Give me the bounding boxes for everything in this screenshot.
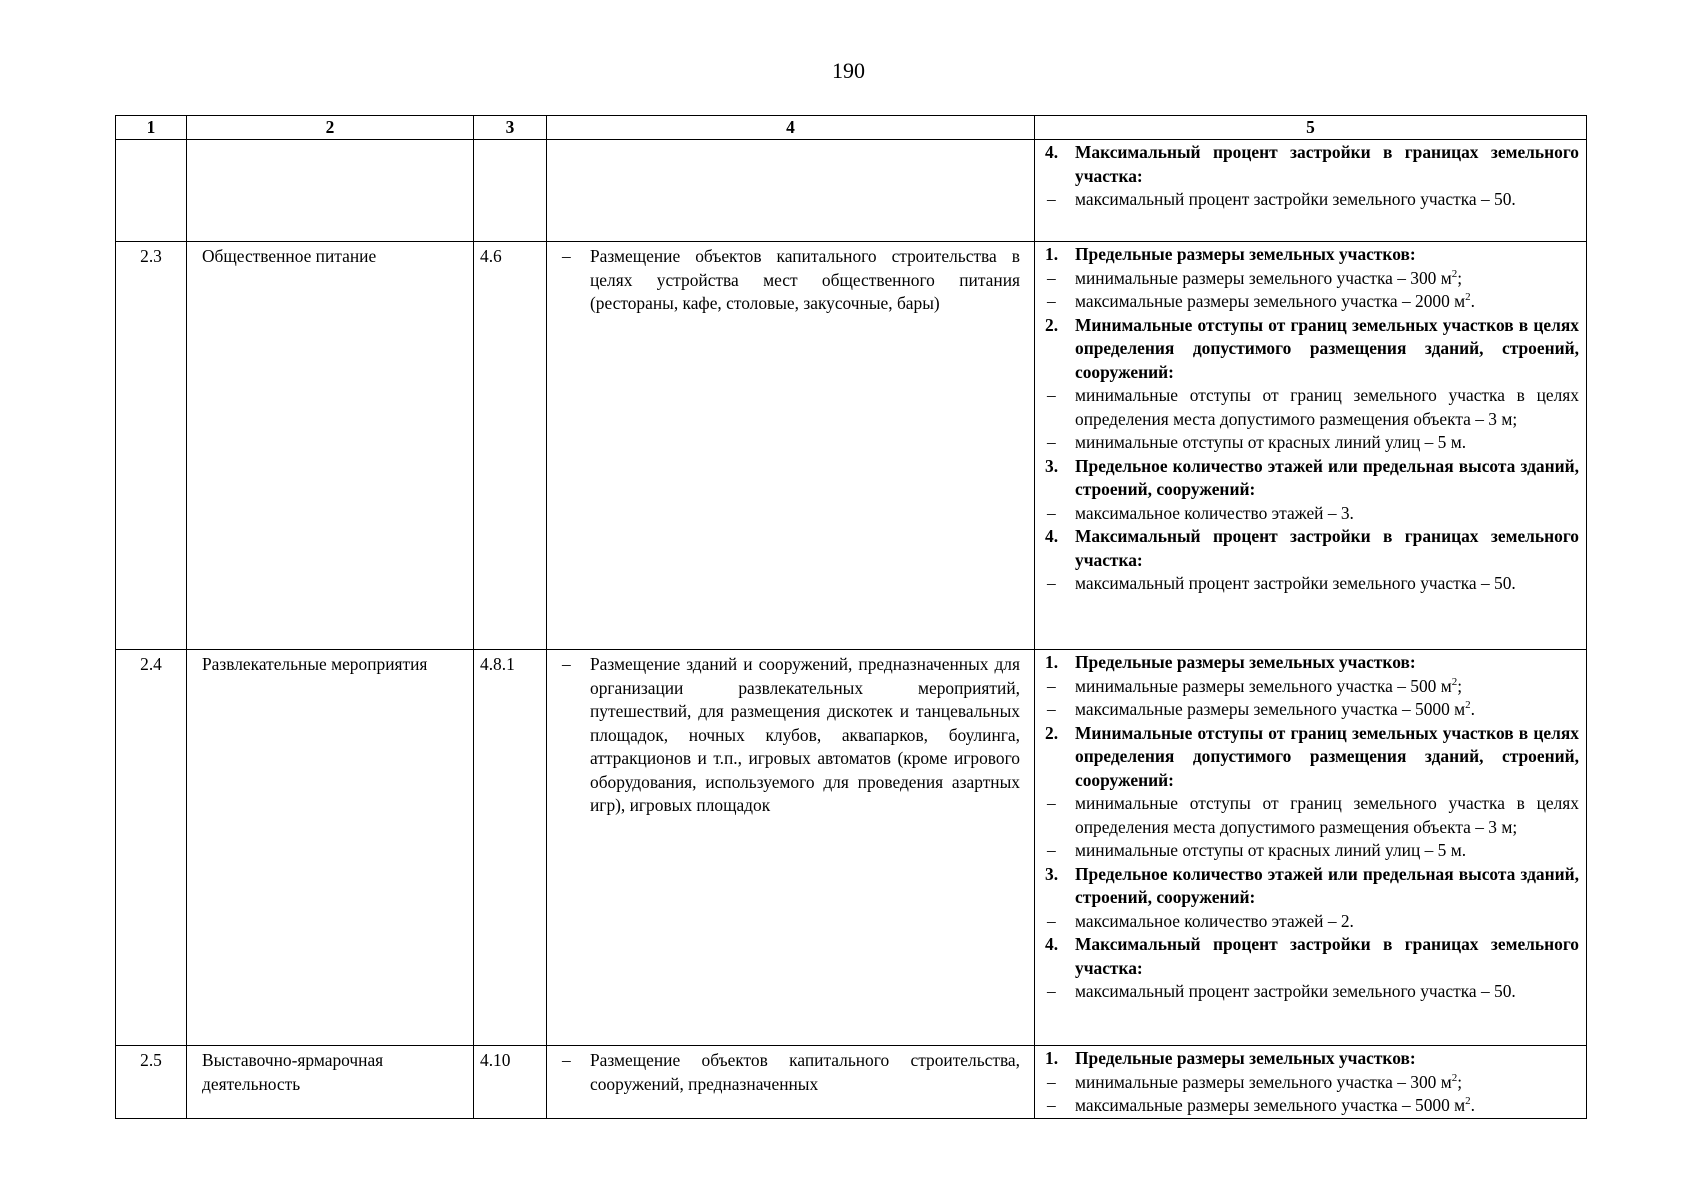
cell-parameters: [1035, 242, 1587, 650]
cell-code: [474, 140, 547, 242]
param-heading-number: 1.: [1045, 1048, 1059, 1068]
header-row: [116, 116, 1587, 140]
list-dash: –: [562, 654, 571, 674]
param-item: [1045, 267, 1579, 291]
list-dash: –: [1047, 189, 1056, 209]
param-heading-number: 3.: [1045, 455, 1059, 476]
param-heading: [1045, 141, 1579, 188]
param-item-tail: .: [1470, 699, 1475, 719]
header-col-5: 5: [1035, 116, 1587, 140]
header-col-3: 3: [474, 116, 547, 140]
param-item-text: минимальные размеры земельного участка – 500 м: [1075, 675, 1452, 696]
param-item-text: минимальные отступы от границ земельного участка в целях определения места допустимого размещения объекта – 3 м;: [1075, 793, 1579, 837]
param-heading: [1045, 651, 1579, 675]
param-heading: [1045, 1047, 1579, 1071]
description-text: Размещение объектов капитального строительства, сооружений, предназначенных: [590, 1050, 1020, 1094]
cell-number: 2.4: [116, 650, 187, 1046]
param-item-tail: .: [1470, 291, 1475, 311]
list-dash: –: [1047, 267, 1056, 288]
param-heading-number: 4.: [1045, 526, 1059, 546]
param-heading: [1045, 933, 1579, 980]
param-heading: [1045, 722, 1579, 793]
cell-parameters: [1035, 140, 1587, 242]
unit-superscript: 2: [1465, 1095, 1471, 1108]
param-item-text: минимальные отступы от красных линий улиц – 5 м.: [1075, 840, 1467, 860]
param-heading-number: 1.: [1045, 652, 1059, 672]
list-dash: –: [1047, 573, 1056, 593]
param-item-text: минимальные размеры земельного участка – 300 м: [1075, 1071, 1452, 1092]
list-dash: –: [1047, 981, 1056, 1001]
cell-name: Развлекательные мероприятия: [187, 650, 474, 1046]
list-dash: –: [1047, 432, 1056, 452]
param-item-tail: ;: [1457, 1071, 1463, 1092]
table-row: [116, 1046, 1587, 1119]
unit-superscript: 2: [1465, 291, 1471, 304]
param-heading-number: 1.: [1045, 244, 1059, 264]
param-item-text: максимальный процент застройки земельного участка – 50.: [1075, 189, 1516, 209]
unit-superscript: 2: [1465, 699, 1471, 712]
list-dash: –: [1047, 840, 1056, 860]
param-heading-text: Максимальный процент застройки в границах земельного участка:: [1075, 526, 1579, 570]
param-heading-text: Предельное количество этажей или предельная высота зданий, строений, сооружений:: [1075, 863, 1579, 907]
cell-number: [116, 140, 187, 242]
param-item: [1045, 572, 1579, 596]
cell-name: Выставочно-ярмарочная деятельность: [187, 1046, 474, 1119]
param-heading: [1045, 525, 1579, 572]
param-heading-number: 3.: [1045, 863, 1059, 884]
description-text: Размещение объектов капитального строительства в целях устройства мест общественного питания (рестораны, кафе, столовые, закусочные, бары): [590, 246, 1020, 313]
param-item-text: максимальные размеры земельного участка – 5000 м: [1075, 1095, 1466, 1115]
param-heading: [1045, 455, 1579, 502]
param-item: [1045, 1094, 1579, 1118]
param-heading-text: Минимальные отступы от границ земельных участков в целях определения допустимого размещения зданий, строений, сооружений:: [1075, 722, 1579, 790]
param-item-text: минимальные отступы от красных линий улиц – 5 м.: [1075, 432, 1467, 452]
param-item: [1045, 980, 1579, 1004]
param-heading-text: Предельное количество этажей или предельная высота зданий, строений, сооружений:: [1075, 455, 1579, 499]
cell-description: [547, 140, 1035, 242]
list-dash: –: [1047, 910, 1056, 931]
param-item-text: максимальные размеры земельного участка – 2000 м: [1075, 291, 1466, 311]
param-item-tail: ;: [1457, 675, 1463, 696]
param-item-text: максимальный процент застройки земельного участка – 50.: [1075, 573, 1516, 593]
header-col-2: 2: [187, 116, 474, 140]
description-item: [559, 1049, 1020, 1096]
description-item: [559, 245, 1020, 316]
param-item: [1045, 792, 1579, 839]
list-dash: –: [1047, 1071, 1056, 1092]
param-item-tail: ;: [1457, 267, 1463, 288]
param-item: [1045, 698, 1579, 722]
list-dash: –: [1047, 502, 1056, 523]
param-heading-text: Предельные размеры земельных участков:: [1075, 1048, 1416, 1068]
param-heading: [1045, 243, 1579, 267]
cell-name: Общественное питание: [187, 242, 474, 650]
list-dash: –: [1047, 291, 1056, 311]
param-item-tail: .: [1470, 1095, 1475, 1115]
table-row: [116, 242, 1587, 650]
param-item: [1045, 290, 1579, 314]
unit-superscript: 2: [1451, 675, 1458, 688]
param-item: [1045, 384, 1579, 431]
list-dash: –: [1047, 699, 1056, 719]
list-dash: –: [1047, 675, 1056, 696]
param-item: [1045, 675, 1579, 699]
param-item: [1045, 839, 1579, 863]
regulations-table: [115, 115, 1587, 1119]
param-item-text: минимальные размеры земельного участка – 300 м: [1075, 267, 1452, 288]
cell-code: 4.6: [474, 242, 547, 650]
param-heading: [1045, 314, 1579, 385]
cell-name: [187, 140, 474, 242]
list-dash: –: [1047, 1095, 1056, 1115]
cell-description: [547, 1046, 1035, 1119]
param-item: [1045, 502, 1579, 526]
param-item-text: максимальные размеры земельного участка – 5000 м: [1075, 699, 1466, 719]
cell-parameters: [1035, 1046, 1587, 1119]
cell-description: [547, 650, 1035, 1046]
param-heading-number: 2.: [1045, 722, 1059, 743]
cell-parameters: [1035, 650, 1587, 1046]
list-dash: –: [562, 1050, 571, 1070]
header-col-4: 4: [547, 116, 1035, 140]
param-item-text: максимальное количество этажей – 3.: [1075, 502, 1354, 523]
param-heading-number: 4.: [1045, 934, 1059, 954]
param-item-text: минимальные отступы от границ земельного участка в целях определения места допустимого размещения объекта – 3 м;: [1075, 385, 1579, 429]
cell-description: [547, 242, 1035, 650]
page-number: 190: [832, 58, 865, 83]
cell-code: 4.8.1: [474, 650, 547, 1046]
param-item-text: максимальный процент застройки земельного участка – 50.: [1075, 981, 1516, 1001]
cell-number: 2.5: [116, 1046, 187, 1119]
param-heading-text: Предельные размеры земельных участков:: [1075, 652, 1416, 672]
param-heading-text: Предельные размеры земельных участков:: [1075, 244, 1416, 264]
unit-superscript: 2: [1451, 267, 1458, 280]
param-item: [1045, 1071, 1579, 1095]
param-heading-text: Максимальный процент застройки в границах земельного участка:: [1075, 934, 1579, 978]
table-row: [116, 650, 1587, 1046]
param-item: [1045, 910, 1579, 934]
param-heading: [1045, 863, 1579, 910]
description-item: [559, 653, 1020, 818]
continuation-row: [116, 140, 1587, 242]
list-dash: –: [1047, 793, 1056, 813]
list-dash: –: [562, 246, 571, 266]
param-heading-number: 4.: [1045, 142, 1059, 162]
param-heading-text: Максимальный процент застройки в границах земельного участка:: [1075, 142, 1579, 186]
param-item-text: максимальное количество этажей – 2.: [1075, 910, 1354, 931]
unit-superscript: 2: [1451, 1071, 1458, 1084]
header-col-1: 1: [116, 116, 187, 140]
param-heading-text: Минимальные отступы от границ земельных участков в целях определения допустимого размещения зданий, строений, сооружений:: [1075, 314, 1579, 382]
description-text: Размещение зданий и сооружений, предназначенных для организации развлекательных мероприятий, путешествий, для размещения дискотек и танцевальных площадок, ночных клубов, аквапарков, боулинга, аттракционов и т.п., игровых автоматов (кроме игрового оборудования, используемого для проведения азартных игр), игровых площадок: [590, 654, 1020, 815]
cell-number: 2.3: [116, 242, 187, 650]
cell-code: 4.10: [474, 1046, 547, 1119]
list-dash: –: [1047, 385, 1056, 405]
param-item: [1045, 431, 1579, 455]
param-heading-number: 2.: [1045, 314, 1059, 335]
param-item: [1045, 188, 1579, 212]
